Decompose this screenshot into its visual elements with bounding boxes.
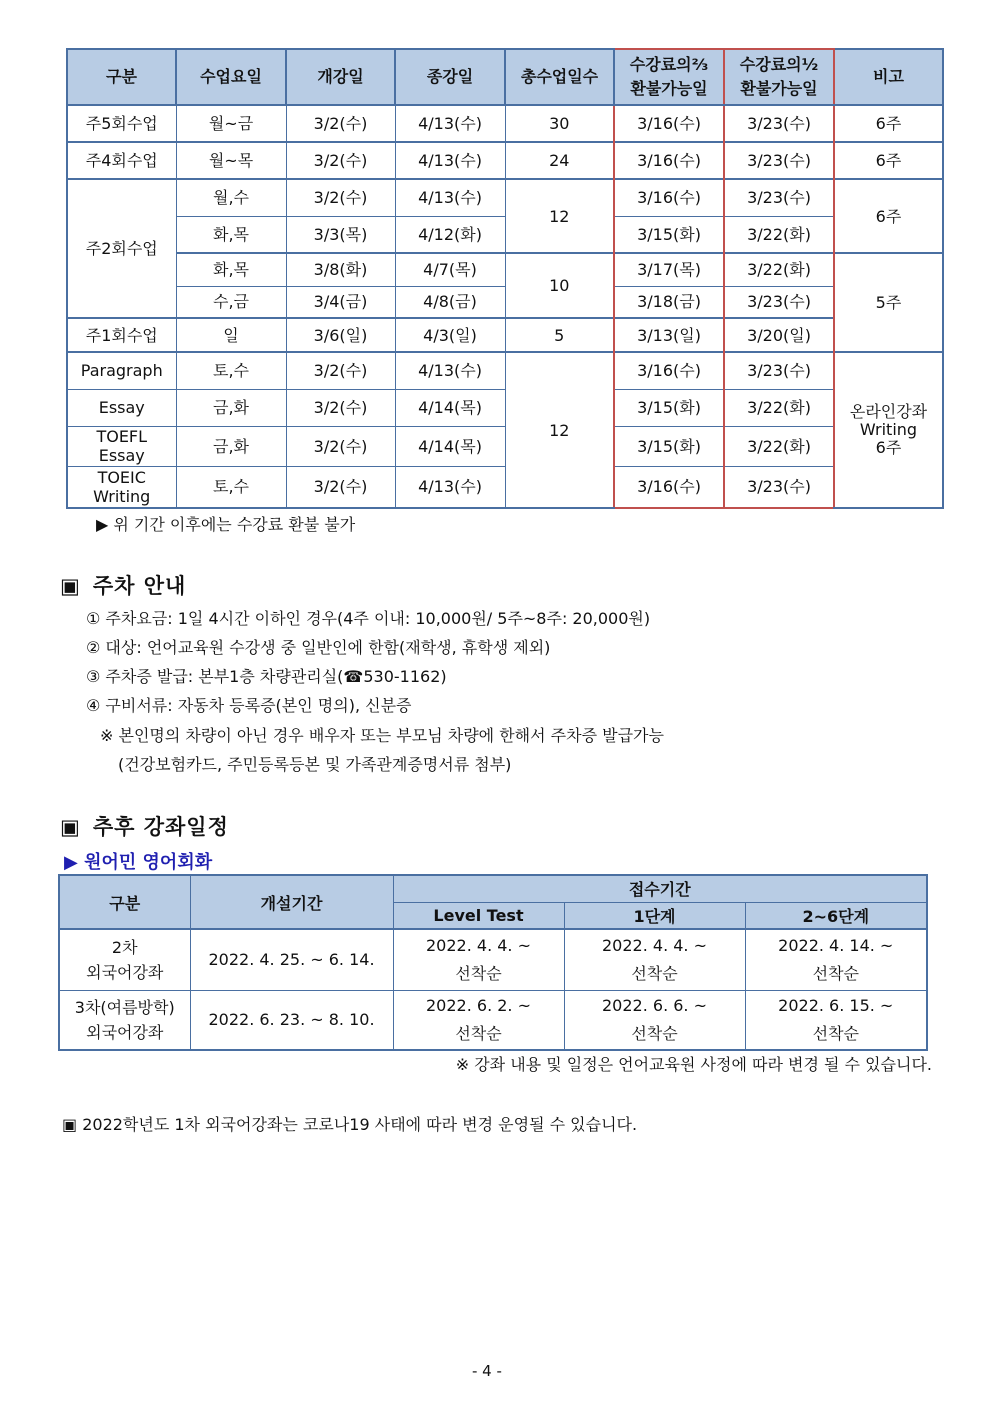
cell-start: 3/2(수) (286, 352, 395, 389)
parking-item-target: ② 대상: 언어교육원 수강생 중 일반인에 한함(재학생, 휴학생 제외) (86, 638, 551, 657)
cell-days: 월~목 (176, 142, 286, 179)
cell-level-test (393, 929, 564, 990)
upcoming-course-table (58, 874, 928, 1051)
header-class-days: 수업요일 (176, 49, 286, 105)
square-bullet-icon: ▣ (60, 574, 81, 598)
cell-days: 화,목 (176, 216, 286, 253)
schedule-section-title (60, 811, 229, 841)
header-refund-half: 수강료의½ 환불가능일 (724, 49, 834, 105)
category-line-1: 2차 (111, 937, 138, 957)
stage-1-date: 2022. 4. 4. ~ (602, 935, 707, 955)
cell-days: 월,수 (176, 179, 286, 216)
cell-refund-12: 3/22(화) (724, 216, 834, 253)
header-total-days: 총수업일수 (505, 49, 614, 105)
cell-refund-12: 3/23(수) (724, 105, 834, 142)
stage-1-order: 선착순 (631, 1023, 678, 1043)
cell-refund-23: 3/15(화) (614, 426, 724, 466)
cell-days: 일 (176, 318, 286, 352)
cell-note: 5주 (834, 253, 943, 352)
header-end-date: 종강일 (395, 49, 505, 105)
level-test-order: 선착순 (455, 1023, 502, 1043)
cell-end: 4/14(목) (395, 389, 505, 426)
cell-refund-23: 3/16(수) (614, 466, 724, 508)
cell-total: 10 (505, 253, 614, 318)
table-row (67, 105, 943, 142)
cell-end: 4/13(수) (395, 142, 505, 179)
cell-category (59, 929, 190, 990)
table-row (59, 929, 927, 990)
parking-note-2: (건강보험카드, 주민등록등본 및 가족관계증명서류 첨부) (118, 755, 512, 774)
table-row (67, 253, 943, 286)
cell-category: 주5회수업 (67, 105, 176, 142)
schedule-subtitle: ▶ 원어민 영어회화 (64, 852, 213, 873)
cell-end: 4/14(목) (395, 426, 505, 466)
table-header-row (59, 875, 927, 902)
category-line-2: 외국어강좌 (86, 1022, 164, 1042)
cell-start: 3/2(수) (286, 466, 395, 508)
parking-item-fee: ① 주차요금: 1일 4시간 이하인 경우(4주 이내: 10,000원/ 5주~8주: 20,000원) (86, 609, 651, 628)
parking-title-text: 주차 안내 (92, 574, 187, 598)
header-refund-two-thirds: 수강료의⅔ 환불가능일 (614, 49, 724, 105)
cell-end: 4/3(일) (395, 318, 505, 352)
header-stage-2-6: 2~6단계 (745, 902, 927, 929)
refund-footnote: ▶ 위 기간 이후에는 수강료 환불 불가 (96, 515, 356, 534)
category-line-2: 외국어강좌 (86, 962, 164, 982)
table-row (67, 318, 943, 352)
cell-category: 주2회수업 (67, 179, 176, 318)
cell-start: 3/2(수) (286, 389, 395, 426)
parking-note-1: ※ 본인명의 차량이 아닌 경우 배우자 또는 부모님 차량에 한해서 주차증 발급가능 (100, 726, 664, 745)
cell-days: 월~금 (176, 105, 286, 142)
header-reception: 접수기간 (393, 875, 927, 902)
covid-notice: ▣ 2022학년도 1차 외국어강좌는 코로나19 사태에 따라 변경 운영될 수 있습니다. (62, 1115, 638, 1134)
stage-1-order: 선착순 (631, 963, 678, 983)
cell-days: 화,목 (176, 253, 286, 286)
cell-days: 수,금 (176, 286, 286, 318)
stage-2-6-order: 선착순 (812, 1023, 859, 1043)
cell-category: 주1회수업 (67, 318, 176, 352)
cell-category: TOEFL Essay (67, 426, 176, 466)
stage-2-6-date: 2022. 4. 14. ~ (778, 935, 894, 955)
header-category: 구분 (67, 49, 176, 105)
cell-period: 2022. 6. 23. ~ 8. 10. (190, 990, 393, 1050)
header-stage-1: 1단계 (564, 902, 745, 929)
cell-refund-23: 3/16(수) (614, 142, 724, 179)
cell-refund-23: 3/16(수) (614, 105, 724, 142)
cell-days: 토,수 (176, 352, 286, 389)
cell-total: 12 (505, 179, 614, 253)
cell-stage-2-6 (745, 990, 927, 1050)
cell-refund-12: 3/22(화) (724, 253, 834, 286)
cell-category: Paragraph (67, 352, 176, 389)
header-level-test: Level Test (393, 902, 564, 929)
cell-stage-1 (564, 990, 745, 1050)
level-test-date: 2022. 6. 2. ~ (426, 995, 531, 1015)
cell-refund-12: 3/23(수) (724, 286, 834, 318)
cell-start: 3/4(금) (286, 286, 395, 318)
cell-note: 6주 (834, 142, 943, 179)
schedule-footnote: ※ 강좌 내용 및 일정은 언어교육원 사정에 따라 변경 될 수 있습니다. (455, 1055, 932, 1074)
cell-refund-23: 3/16(수) (614, 352, 724, 389)
cell-days: 토,수 (176, 466, 286, 508)
cell-days: 금,화 (176, 426, 286, 466)
cell-note: 온라인강좌 Writing 6주 (834, 352, 943, 508)
cell-stage-1 (564, 929, 745, 990)
cell-refund-23: 3/15(화) (614, 216, 724, 253)
cell-total: 5 (505, 318, 614, 352)
cell-refund-12: 3/22(화) (724, 426, 834, 466)
cell-start: 3/8(화) (286, 253, 395, 286)
cell-category: Essay (67, 389, 176, 426)
header-period: 개설기간 (190, 875, 393, 929)
stage-2-6-date: 2022. 6. 15. ~ (778, 995, 894, 1015)
cell-category: TOEIC Writing (67, 466, 176, 508)
cell-end: 4/13(수) (395, 466, 505, 508)
cell-end: 4/12(화) (395, 216, 505, 253)
parking-item-permit: ③ 주차증 발급: 본부1층 차량관리실(☎530-1162) (86, 667, 447, 686)
cell-refund-23: 3/17(목) (614, 253, 724, 286)
table-row (67, 142, 943, 179)
cell-total: 12 (505, 352, 614, 508)
cell-refund-23: 3/18(금) (614, 286, 724, 318)
category-line-1: 3차(여름방학) (74, 997, 175, 1017)
cell-refund-12: 3/23(수) (724, 179, 834, 216)
level-test-date: 2022. 4. 4. ~ (426, 935, 531, 955)
cell-total: 24 (505, 142, 614, 179)
cell-refund-23: 3/15(화) (614, 389, 724, 426)
parking-item-documents: ④ 구비서류: 자동차 등록증(본인 명의), 신분증 (86, 696, 412, 715)
table-row (67, 352, 943, 389)
cell-end: 4/13(수) (395, 105, 505, 142)
cell-end: 4/13(수) (395, 352, 505, 389)
cell-refund-12: 3/23(수) (724, 352, 834, 389)
cell-end: 4/13(수) (395, 179, 505, 216)
cell-refund-23: 3/16(수) (614, 179, 724, 216)
page-number: - 4 - (472, 1362, 502, 1380)
cell-refund-23: 3/13(일) (614, 318, 724, 352)
stage-2-6-order: 선착순 (812, 963, 859, 983)
header-category: 구분 (59, 875, 190, 929)
table-row (59, 990, 927, 1050)
cell-days: 금,화 (176, 389, 286, 426)
cell-start: 3/2(수) (286, 142, 395, 179)
cell-end: 4/8(금) (395, 286, 505, 318)
table-header-row (67, 49, 943, 105)
cell-start: 3/2(수) (286, 179, 395, 216)
square-bullet-icon: ▣ (60, 815, 81, 839)
header-start-date: 개강일 (286, 49, 395, 105)
cell-category: 주4회수업 (67, 142, 176, 179)
cell-end: 4/7(목) (395, 253, 505, 286)
cell-level-test (393, 990, 564, 1050)
cell-start: 3/3(목) (286, 216, 395, 253)
cell-start: 3/2(수) (286, 105, 395, 142)
cell-start: 3/2(수) (286, 426, 395, 466)
cell-total: 30 (505, 105, 614, 142)
course-schedule-table (66, 48, 944, 509)
level-test-order: 선착순 (455, 963, 502, 983)
schedule-title-text: 추후 강좌일정 (92, 815, 229, 839)
cell-note: 6주 (834, 105, 943, 142)
cell-refund-12: 3/20(일) (724, 318, 834, 352)
stage-1-date: 2022. 6. 6. ~ (602, 995, 707, 1015)
cell-refund-12: 3/22(화) (724, 389, 834, 426)
cell-stage-2-6 (745, 929, 927, 990)
cell-start: 3/6(일) (286, 318, 395, 352)
cell-refund-12: 3/23(수) (724, 466, 834, 508)
cell-category (59, 990, 190, 1050)
cell-period: 2022. 4. 25. ~ 6. 14. (190, 929, 393, 990)
cell-refund-12: 3/23(수) (724, 142, 834, 179)
cell-note: 6주 (834, 179, 943, 253)
table-row (67, 179, 943, 216)
header-note: 비고 (834, 49, 943, 105)
parking-section-title (60, 570, 186, 600)
